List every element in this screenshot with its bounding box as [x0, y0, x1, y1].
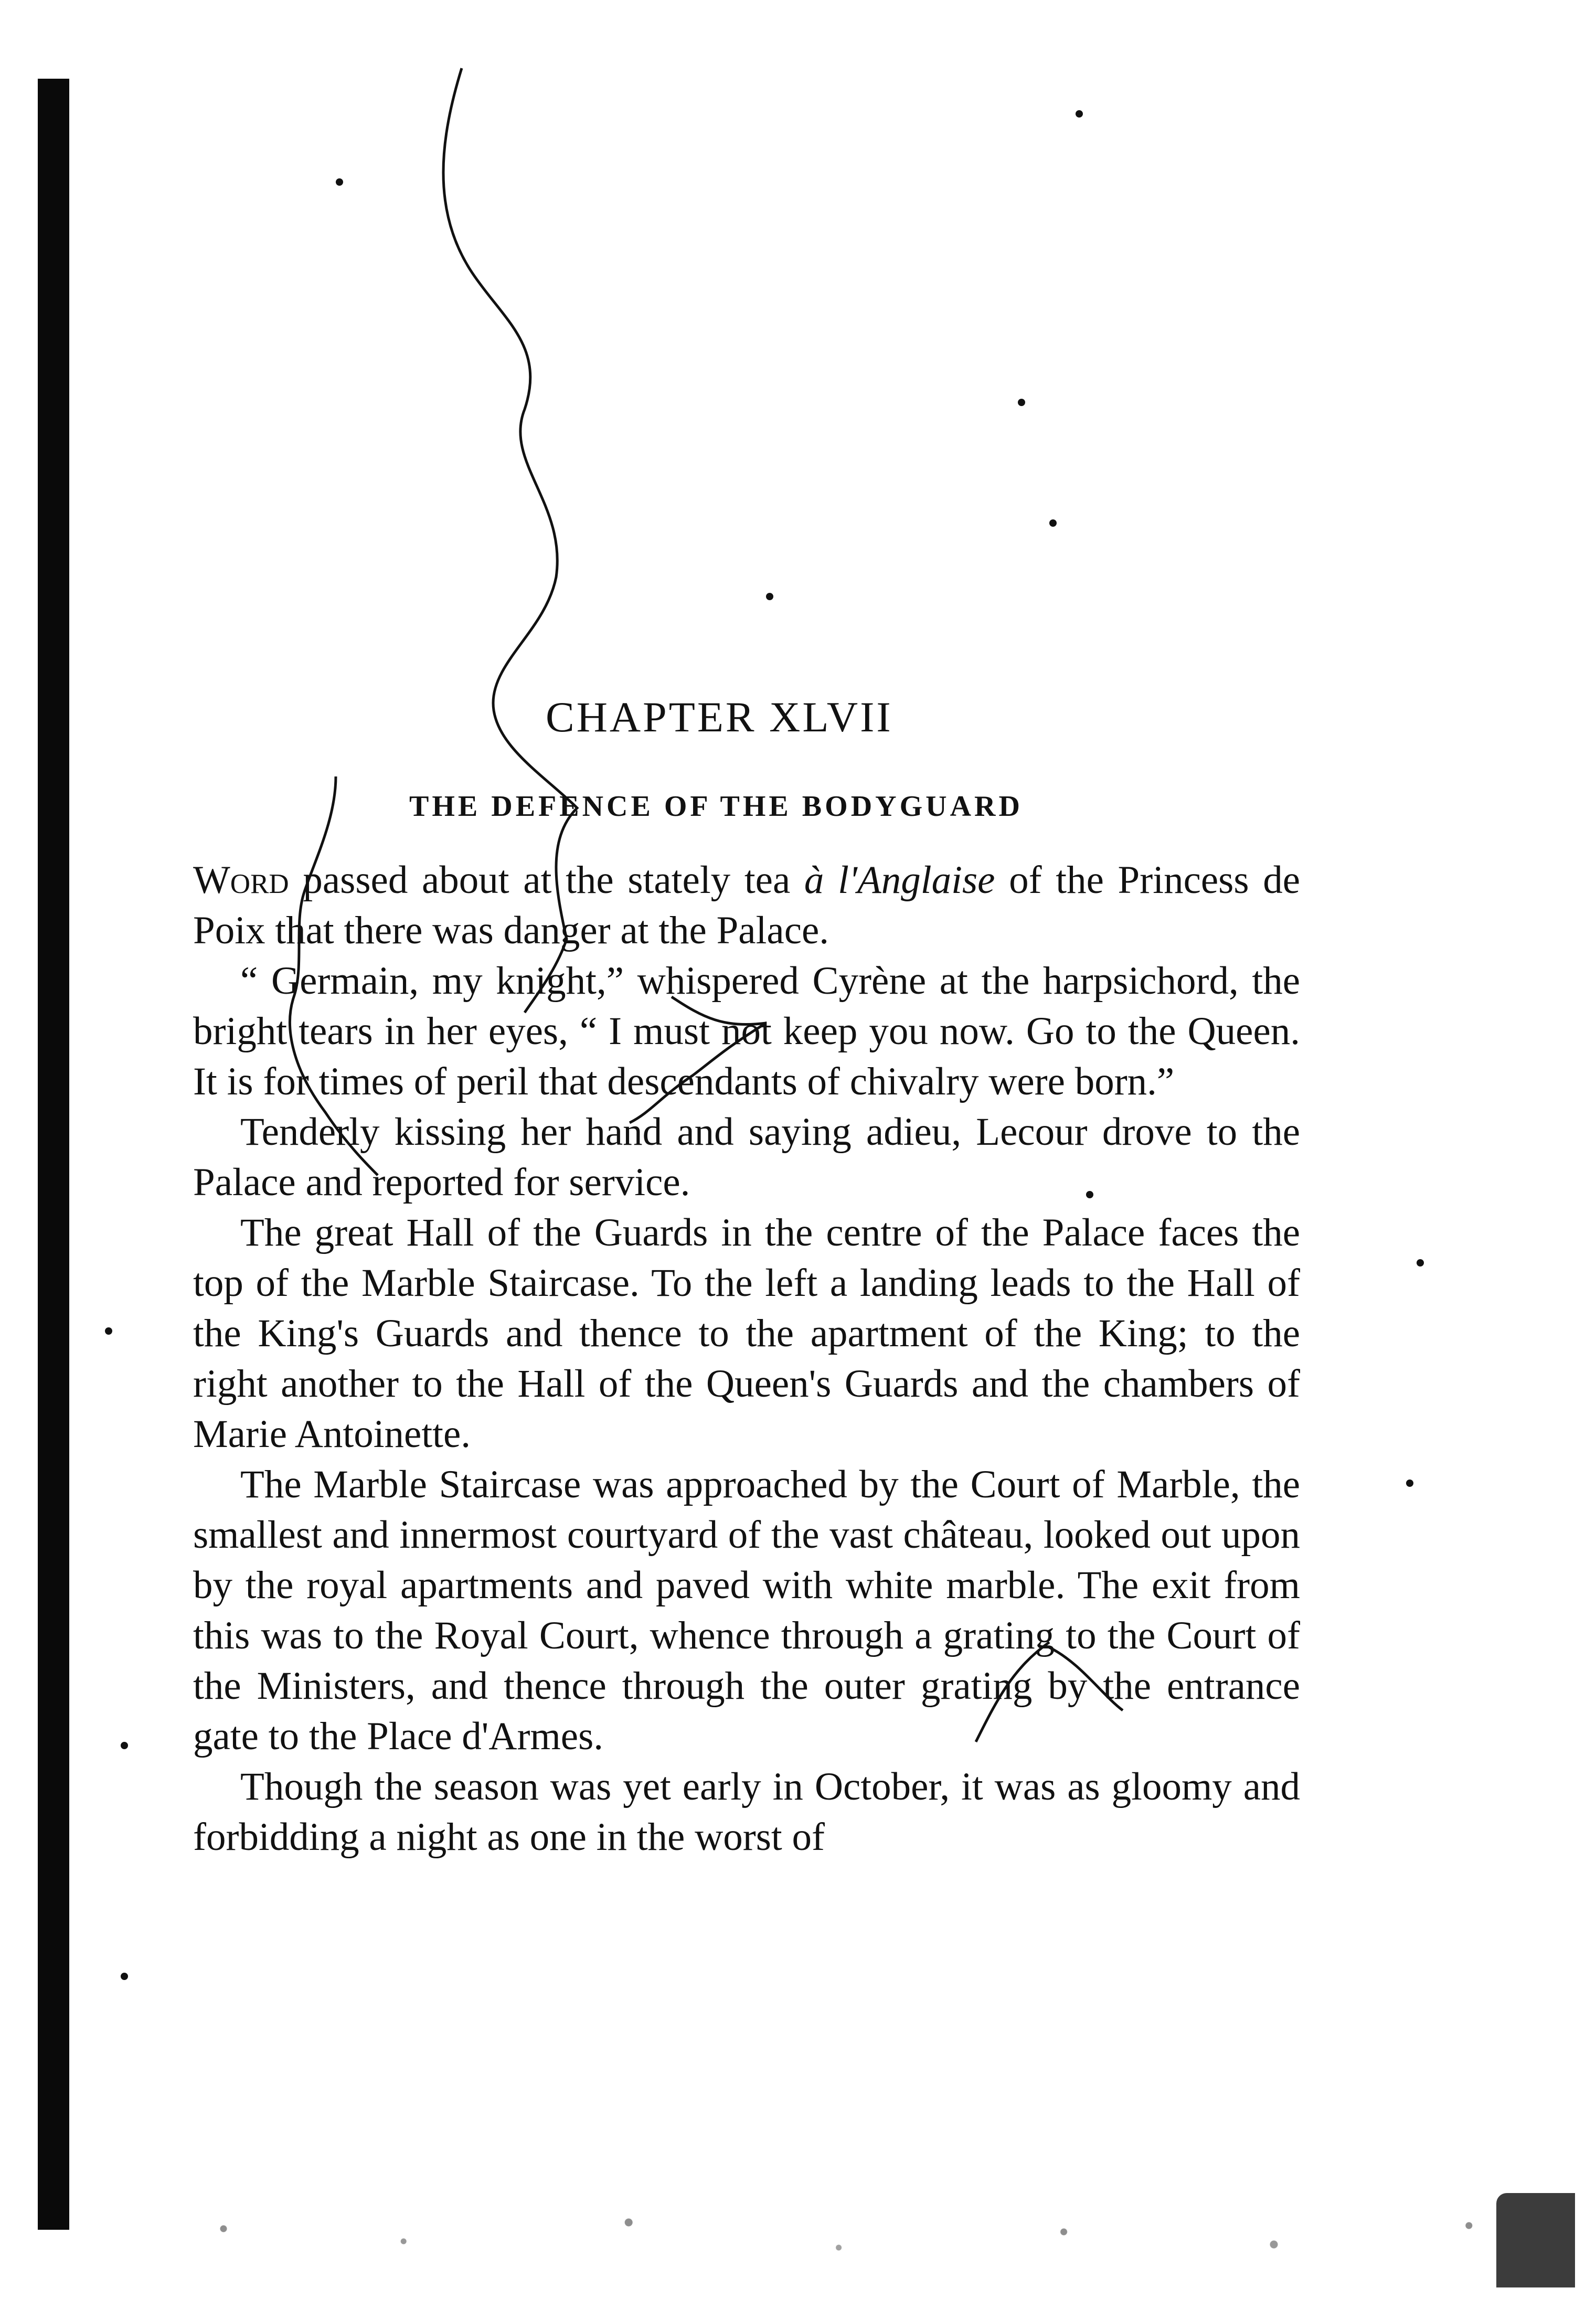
speck — [1018, 399, 1025, 406]
paragraph-2: “ Germain, my knight,” whispered Cyrène at the harpsichord, the bright tears in her eyes, “ I must not keep you now. Go to the Queen. It is for times of peril that descendants of chivalry were born.” — [193, 959, 1300, 1103]
speck — [121, 1973, 128, 1980]
paragraph-6: Though the season was yet early in October, it was as gloomy and forbidding a night as one in the worst of — [193, 1765, 1300, 1859]
speck — [766, 593, 773, 600]
speck — [1049, 519, 1057, 527]
chapter-heading: CHAPTER XLVII — [546, 693, 893, 741]
bottom-edge-speckle — [73, 2204, 1574, 2266]
paragraph-lead-word: Word — [193, 858, 289, 902]
paragraph-1 — [193, 855, 1300, 956]
binding-spine-shadow — [38, 79, 69, 2230]
speck — [121, 1742, 128, 1749]
speck — [336, 178, 343, 186]
paragraph-3: Tenderly kissing her hand and saying adieu, Lecour drove to the Palace and reported for service. — [193, 1110, 1300, 1204]
chapter-body — [193, 855, 1300, 1863]
italic-phrase: à l'Anglaise — [804, 858, 995, 902]
speck — [1076, 110, 1083, 118]
paragraph-4: The great Hall of the Guards in the centre of the Palace faces the top of the Marble Staircase. To the left a landing leads to the Hall of the King's Guards and thence to the apartment of the King; to the right another to the Hall of the Queen's Guards and the chambers of Marie Antoinette. — [193, 1211, 1300, 1456]
speck — [105, 1327, 112, 1335]
paragraph-text: passed about at the stately tea — [289, 858, 804, 902]
speck — [1406, 1480, 1413, 1487]
paragraph-text: of the Princess de Poix that there was danger at the Palace. — [193, 858, 1300, 952]
corner-smudge — [1496, 2193, 1575, 2287]
chapter-subtitle: THE DEFENCE OF THE BODYGUARD — [409, 790, 1023, 823]
speck — [1417, 1259, 1424, 1267]
paragraph-5: The Marble Staircase was approached by the Court of Marble, the smallest and innermost courtyard of the vast château, looked out upon by the royal apartments and paved with white marble. The exit from this was to the Royal Court, whence through a grating to the Court of the Ministers, and thence through the outer grating by the entrance gate to the Place d'Armes. — [193, 1463, 1300, 1758]
